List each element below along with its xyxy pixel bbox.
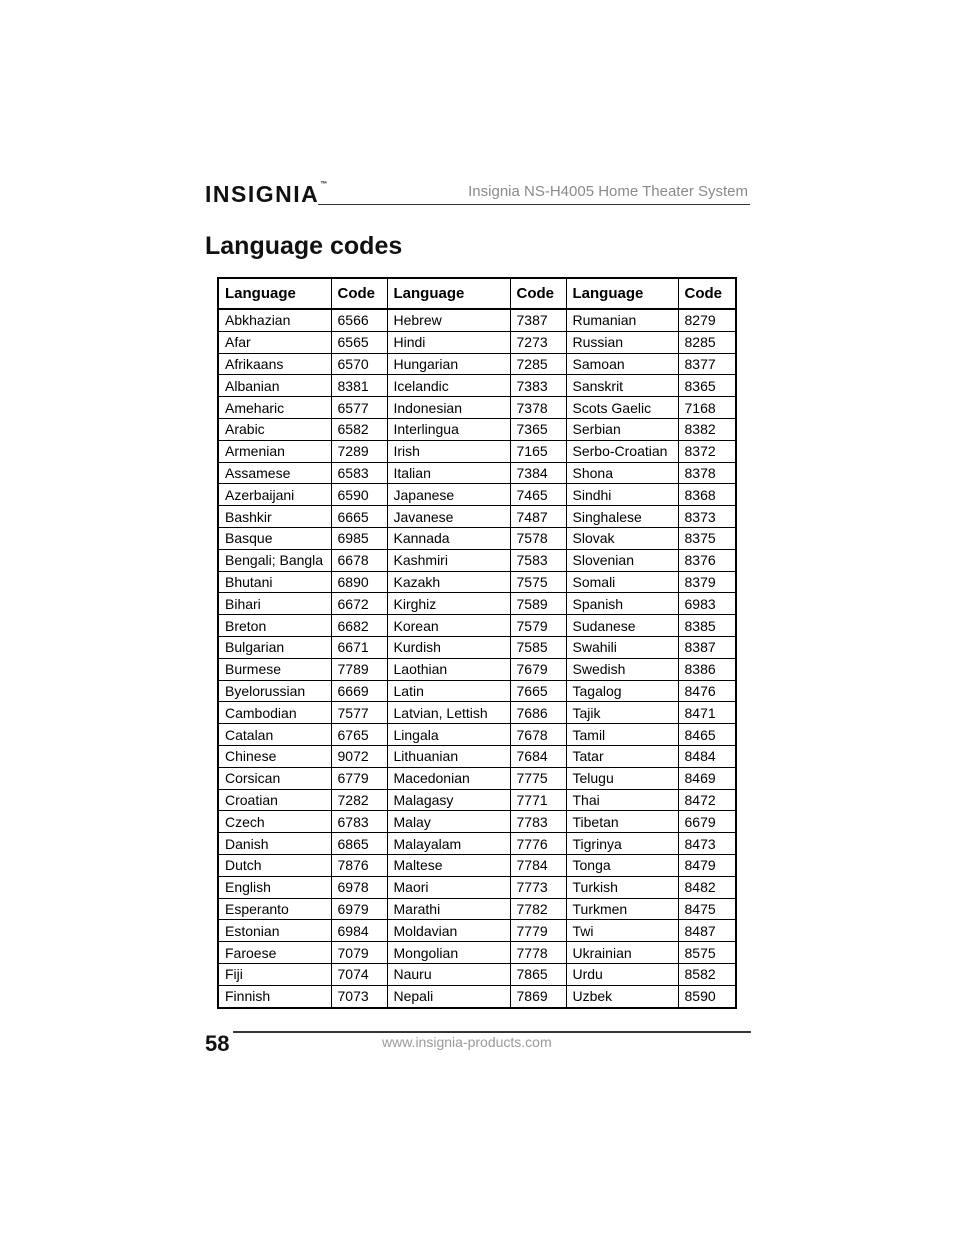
language-cell: Somali [566,571,678,593]
code-cell: 8471 [678,702,735,724]
code-cell: 7876 [331,854,387,876]
table-row [219,593,735,615]
language-cell: Kirghiz [387,593,510,615]
code-cell: 6983 [678,593,735,615]
table-row [219,811,735,833]
code-cell: 7684 [510,745,566,767]
language-cell: Italian [387,462,510,484]
language-cell: Bengali; Bangla [219,549,331,571]
language-cell: Kannada [387,527,510,549]
language-cell: Bhutani [219,571,331,593]
code-cell: 7679 [510,658,566,680]
table-row [219,506,735,528]
language-cell: Burmese [219,658,331,680]
code-cell: 7665 [510,680,566,702]
language-cell: Spanish [566,593,678,615]
table-row [219,942,735,964]
language-cell: Chinese [219,745,331,767]
code-cell: 7073 [331,985,387,1006]
footer-url: www.insignia-products.com [382,1034,552,1050]
table-row [219,549,735,571]
language-cell: Interlingua [387,418,510,440]
code-cell: 6590 [331,484,387,506]
code-cell: 7282 [331,789,387,811]
code-cell: 7383 [510,375,566,397]
language-cell: English [219,876,331,898]
language-cell: Danish [219,833,331,855]
code-cell: 6565 [331,331,387,353]
table-body [219,309,735,1007]
language-cell: Maltese [387,854,510,876]
code-cell: 7079 [331,942,387,964]
code-cell: 7585 [510,636,566,658]
language-cell: Swedish [566,658,678,680]
language-cell: Singhalese [566,506,678,528]
code-cell: 8479 [678,854,735,876]
code-cell: 6583 [331,462,387,484]
language-cell: Malagasy [387,789,510,811]
code-cell: 8375 [678,527,735,549]
code-cell: 7775 [510,767,566,789]
language-cell: Twi [566,920,678,942]
table-row [219,440,735,462]
code-cell: 7289 [331,440,387,462]
language-cell: Malay [387,811,510,833]
language-cell: Faroese [219,942,331,964]
language-cell: Kazakh [387,571,510,593]
code-cell: 7773 [510,876,566,898]
code-cell: 8582 [678,963,735,985]
table-row [219,920,735,942]
language-cell: Latin [387,680,510,702]
language-cell: Tamil [566,724,678,746]
language-cell: Tagalog [566,680,678,702]
code-cell: 7273 [510,331,566,353]
code-cell: 7779 [510,920,566,942]
code-cell: 7487 [510,506,566,528]
language-cell: Shona [566,462,678,484]
language-cell: Armenian [219,440,331,462]
language-cell: Russian [566,331,678,353]
code-cell: 6765 [331,724,387,746]
code-cell: 8473 [678,833,735,855]
language-cell: Hebrew [387,309,510,331]
code-cell: 8386 [678,658,735,680]
table-row [219,724,735,746]
language-cell: Afar [219,331,331,353]
code-cell: 8377 [678,353,735,375]
code-cell: 6978 [331,876,387,898]
column-header-language: Language [566,279,678,309]
language-cell: Moldavian [387,920,510,942]
language-cell: Macedonian [387,767,510,789]
table-row [219,963,735,985]
language-cell: Ameharic [219,397,331,419]
language-cell: Assamese [219,462,331,484]
language-cell: Fiji [219,963,331,985]
code-cell: 6979 [331,898,387,920]
language-cell: Estonian [219,920,331,942]
page-title: Language codes [205,232,403,260]
language-cell: Cambodian [219,702,331,724]
trademark-mark: ™ [320,181,328,188]
language-cell: Uzbek [566,985,678,1006]
table-row [219,397,735,419]
code-cell: 7869 [510,985,566,1006]
language-cell: Sindhi [566,484,678,506]
table-row [219,418,735,440]
code-cell: 7784 [510,854,566,876]
code-cell: 6984 [331,920,387,942]
table-row [219,484,735,506]
language-cell: Azerbaijani [219,484,331,506]
table-row [219,571,735,593]
code-cell: 8368 [678,484,735,506]
code-cell: 6665 [331,506,387,528]
language-cell: Kashmiri [387,549,510,571]
language-cell: Byelorussian [219,680,331,702]
column-header-language: Language [387,279,510,309]
code-cell: 6672 [331,593,387,615]
code-cell: 8469 [678,767,735,789]
code-cell: 8376 [678,549,735,571]
table-row [219,353,735,375]
language-cell: Lithuanian [387,745,510,767]
header-title: Insignia NS-H4005 Home Theater System [468,183,748,200]
language-cell: Scots Gaelic [566,397,678,419]
code-cell: 8575 [678,942,735,964]
code-cell: 6865 [331,833,387,855]
code-cell: 8279 [678,309,735,331]
code-cell: 8487 [678,920,735,942]
language-cell: Nauru [387,963,510,985]
language-cell: Bihari [219,593,331,615]
language-cell: Lingala [387,724,510,746]
code-cell: 8285 [678,331,735,353]
language-cell: Hindi [387,331,510,353]
code-cell: 7365 [510,418,566,440]
language-cell: Javanese [387,506,510,528]
language-cell: Abkhazian [219,309,331,331]
language-cell: Indonesian [387,397,510,419]
table-row [219,745,735,767]
language-cell: Japanese [387,484,510,506]
code-cell: 8482 [678,876,735,898]
language-cell: Breton [219,615,331,637]
language-cell: Urdu [566,963,678,985]
language-cell: Latvian, Lettish [387,702,510,724]
code-cell: 8382 [678,418,735,440]
code-cell: 9072 [331,745,387,767]
column-header-code: Code [678,279,735,309]
code-cell: 7465 [510,484,566,506]
code-cell: 6783 [331,811,387,833]
language-cell: Slovenian [566,549,678,571]
code-cell: 8387 [678,636,735,658]
language-cell: Bashkir [219,506,331,528]
code-cell: 7678 [510,724,566,746]
language-cell: Bulgarian [219,636,331,658]
language-cell: Swahili [566,636,678,658]
language-cell: Corsican [219,767,331,789]
code-cell: 7686 [510,702,566,724]
code-cell: 7579 [510,615,566,637]
table-row [219,985,735,1006]
code-cell: 8381 [331,375,387,397]
table-row [219,375,735,397]
code-cell: 7789 [331,658,387,680]
code-cell: 7285 [510,353,566,375]
code-cell: 8379 [678,571,735,593]
table-row [219,636,735,658]
code-cell: 6577 [331,397,387,419]
table-row [219,615,735,637]
language-cell: Icelandic [387,375,510,397]
language-cell: Basque [219,527,331,549]
code-cell: 6678 [331,549,387,571]
code-cell: 8484 [678,745,735,767]
language-cell: Sudanese [566,615,678,637]
table-row [219,702,735,724]
code-cell: 6985 [331,527,387,549]
header-divider [318,204,750,205]
table-row [219,658,735,680]
code-cell: 8475 [678,898,735,920]
language-cell: Serbian [566,418,678,440]
language-cell: Hungarian [387,353,510,375]
language-cell: Tigrinya [566,833,678,855]
code-cell: 7387 [510,309,566,331]
footer-divider [233,1031,751,1033]
code-cell: 6779 [331,767,387,789]
code-cell: 6682 [331,615,387,637]
language-cell: Laothian [387,658,510,680]
language-cell: Mongolian [387,942,510,964]
language-cell: Turkmen [566,898,678,920]
language-cell: Tibetan [566,811,678,833]
code-cell: 7378 [510,397,566,419]
language-cell: Slovak [566,527,678,549]
table-row [219,833,735,855]
page-number: 58 [205,1031,230,1056]
code-cell: 7074 [331,963,387,985]
language-cell: Turkish [566,876,678,898]
table-row [219,876,735,898]
code-cell: 8385 [678,615,735,637]
language-cell: Serbo-Croatian [566,440,678,462]
code-cell: 7165 [510,440,566,462]
code-cell: 6566 [331,309,387,331]
table-row [219,309,735,331]
language-cell: Tatar [566,745,678,767]
table-row [219,789,735,811]
code-cell: 7578 [510,527,566,549]
code-cell: 7783 [510,811,566,833]
code-cell: 8373 [678,506,735,528]
language-cell: Arabic [219,418,331,440]
code-cell: 8365 [678,375,735,397]
language-cell: Korean [387,615,510,637]
column-header-language: Language [219,279,331,309]
code-cell: 6669 [331,680,387,702]
language-cell: Dutch [219,854,331,876]
language-cell: Kurdish [387,636,510,658]
language-cell: Samoan [566,353,678,375]
language-cell: Afrikaans [219,353,331,375]
language-codes-table [219,279,735,1007]
table-row [219,680,735,702]
language-cell: Catalan [219,724,331,746]
language-cell: Malayalam [387,833,510,855]
language-cell: Albanian [219,375,331,397]
language-cell: Marathi [387,898,510,920]
language-cell: Telugu [566,767,678,789]
code-cell: 6890 [331,571,387,593]
code-cell: 6570 [331,353,387,375]
table-row [219,331,735,353]
language-cell: Rumanian [566,309,678,331]
code-cell: 7168 [678,397,735,419]
code-cell: 7782 [510,898,566,920]
table-row [219,462,735,484]
brand-name: INSIGNIA [205,181,320,207]
language-cell: Sanskrit [566,375,678,397]
code-cell: 7583 [510,549,566,571]
language-cell: Thai [566,789,678,811]
language-cell: Croatian [219,789,331,811]
language-cell: Tajik [566,702,678,724]
language-codes-table-frame [217,277,737,1009]
brand-logo [205,181,327,208]
code-cell: 8378 [678,462,735,484]
table-row [219,527,735,549]
column-header-code: Code [331,279,387,309]
code-cell: 7577 [331,702,387,724]
table-row [219,854,735,876]
code-cell: 8590 [678,985,735,1006]
language-cell: Nepali [387,985,510,1006]
language-cell: Czech [219,811,331,833]
language-cell: Tonga [566,854,678,876]
language-cell: Maori [387,876,510,898]
language-cell: Finnish [219,985,331,1006]
language-cell: Ukrainian [566,942,678,964]
table-header-row [219,279,735,309]
code-cell: 7776 [510,833,566,855]
column-header-code: Code [510,279,566,309]
code-cell: 6679 [678,811,735,833]
code-cell: 7575 [510,571,566,593]
language-cell: Esperanto [219,898,331,920]
code-cell: 8476 [678,680,735,702]
code-cell: 8472 [678,789,735,811]
code-cell: 7589 [510,593,566,615]
code-cell: 7771 [510,789,566,811]
code-cell: 6671 [331,636,387,658]
table-row [219,767,735,789]
table-header [219,279,735,309]
code-cell: 7865 [510,963,566,985]
language-cell: Irish [387,440,510,462]
code-cell: 7384 [510,462,566,484]
code-cell: 8465 [678,724,735,746]
code-cell: 7778 [510,942,566,964]
table-row [219,898,735,920]
code-cell: 8372 [678,440,735,462]
code-cell: 6582 [331,418,387,440]
